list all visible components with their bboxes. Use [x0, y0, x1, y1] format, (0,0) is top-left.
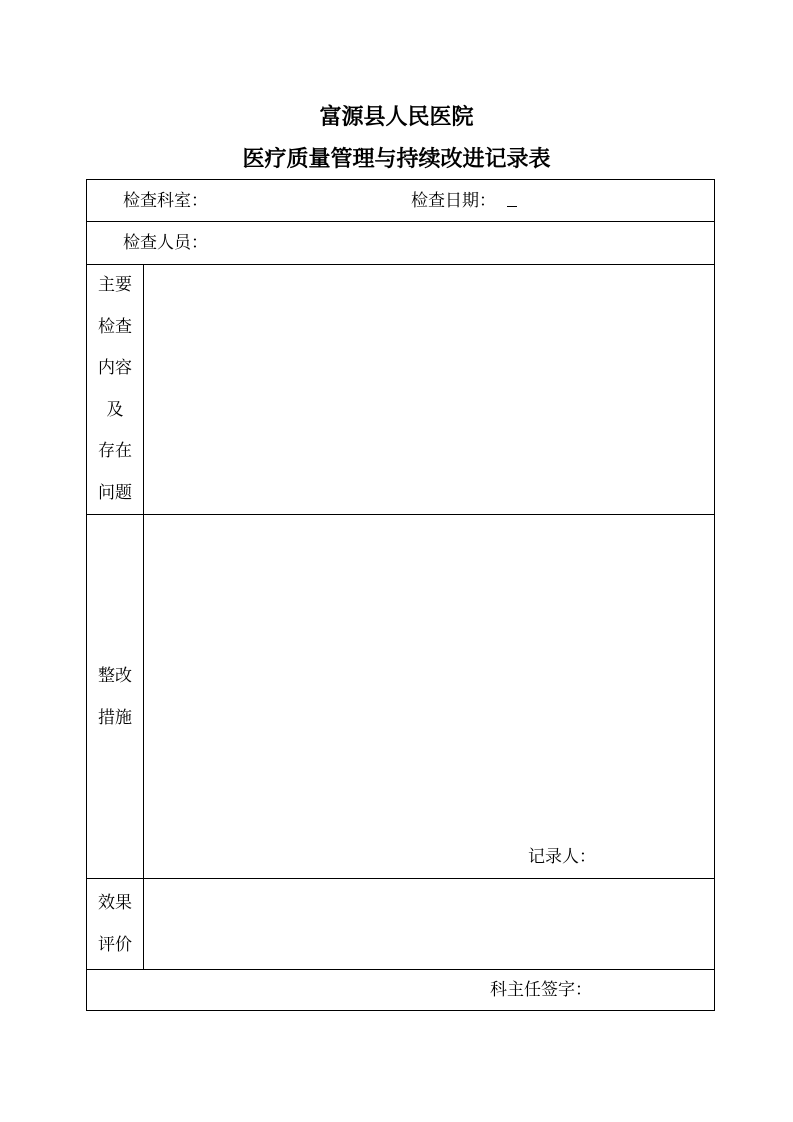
- rectification-label-line: 措施: [98, 708, 132, 728]
- main-content-label-line: 内容: [98, 358, 132, 378]
- rectification-label-line: 整改: [98, 666, 132, 686]
- inspector-label: 检查人员：: [123, 233, 208, 253]
- main-content-field[interactable]: [144, 265, 714, 514]
- director-signature-label: 科主任签字：: [490, 980, 592, 1000]
- effect-field[interactable]: [144, 879, 714, 969]
- row-divider: [87, 969, 714, 970]
- main-content-label-line: 及: [106, 399, 124, 420]
- inspector-field[interactable]: [237, 228, 697, 258]
- effect-label-line: 评价: [98, 935, 132, 955]
- main-content-label-line: 问题: [98, 482, 132, 503]
- date-label: 检查日期：: [411, 191, 496, 211]
- date-field[interactable]: [507, 190, 517, 213]
- rectification-label: [87, 655, 143, 739]
- recorder-label: 记录人：: [528, 847, 596, 867]
- main-content-label-line: 主要: [98, 275, 132, 295]
- hospital-name: 富源县人民医院: [319, 104, 474, 130]
- main-content-label: [87, 265, 143, 514]
- director-signature-field[interactable]: [597, 974, 707, 1004]
- department-label: 检查科室：: [123, 191, 208, 211]
- effect-label: [87, 882, 143, 966]
- rectification-field[interactable]: [144, 515, 714, 879]
- main-content-label-line: 存在: [98, 441, 132, 461]
- effect-label-line: 效果: [98, 893, 132, 913]
- row-divider: [87, 221, 714, 222]
- main-content-label-line: 检查: [98, 316, 132, 337]
- form-title: 医疗质量管理与持续改进记录表: [242, 146, 551, 172]
- department-field[interactable]: [287, 188, 397, 214]
- record-form: [86, 179, 715, 1011]
